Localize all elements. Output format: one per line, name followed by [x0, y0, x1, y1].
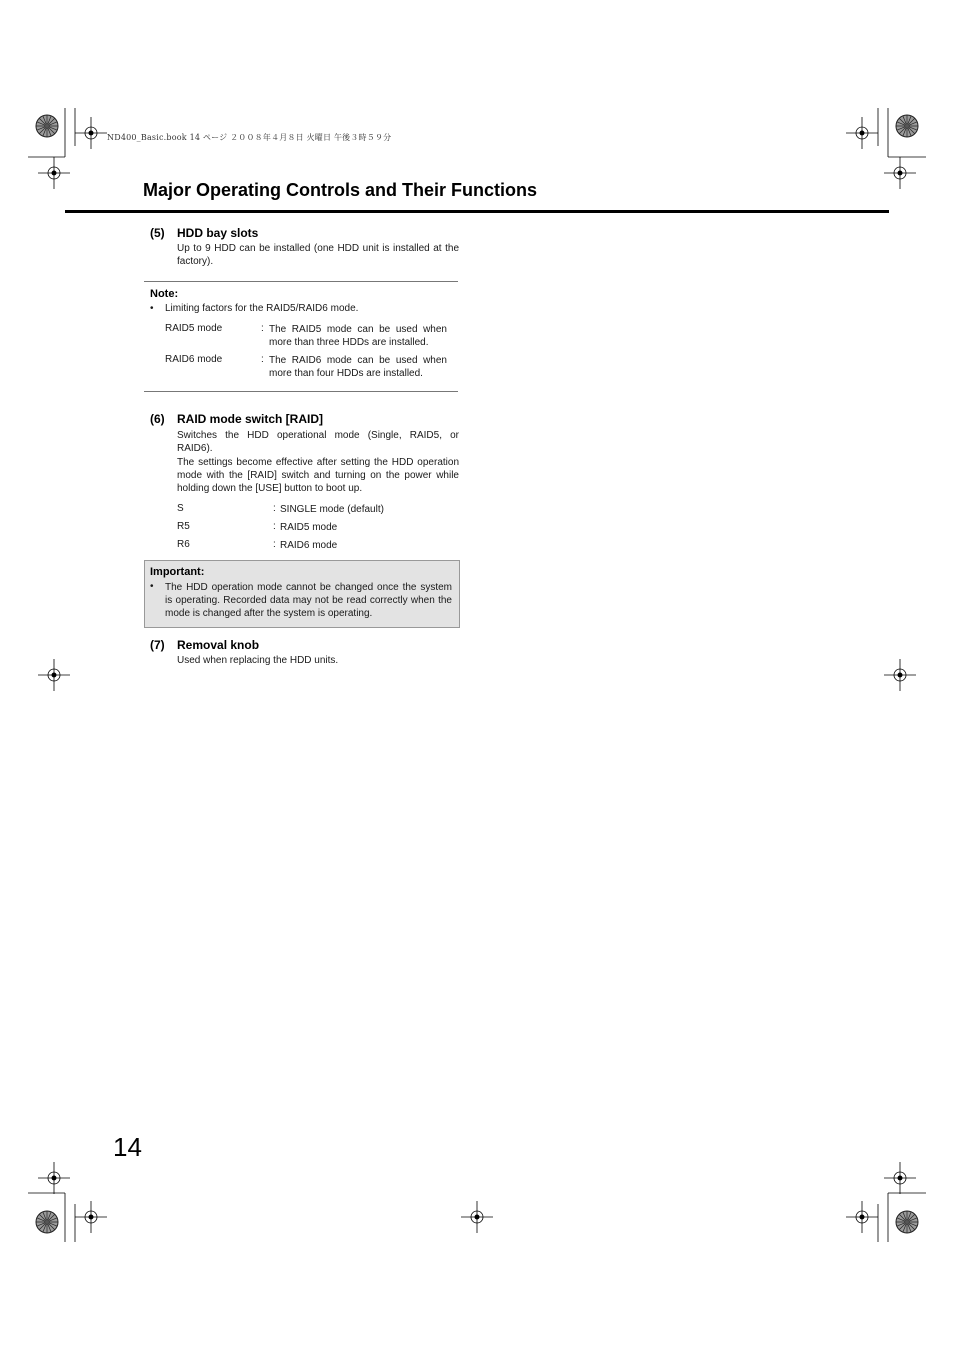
note-top-rule	[144, 281, 458, 282]
section-number: (6)	[150, 412, 165, 426]
registration-target-icon	[846, 1201, 878, 1233]
registration-target-icon	[884, 157, 916, 189]
registration-target-icon	[75, 117, 107, 149]
bullet-icon: •	[150, 581, 154, 592]
switch-row-colon: :	[273, 521, 276, 532]
switch-row-key: R5	[177, 521, 190, 532]
switch-row-key: R6	[177, 539, 190, 550]
registration-target-icon	[884, 1162, 916, 1194]
important-text: The HDD operation mode cannot be changed once the system is operating. Recorded data may not be read correctly when the mode is changed after the system is operating.	[165, 582, 452, 619]
star-target-icon	[896, 115, 918, 137]
switch-row-value: RAID5 mode	[280, 522, 338, 533]
note-row-colon: :	[261, 323, 264, 334]
star-target-icon	[36, 115, 58, 137]
star-target-icon	[36, 1211, 58, 1233]
section-number: (5)	[150, 226, 165, 240]
note-title: Note:	[150, 288, 179, 300]
registration-target-icon	[75, 1201, 107, 1233]
registration-target-icon	[884, 659, 916, 691]
note-row-key: RAID5 mode	[165, 323, 223, 334]
note-row-key: RAID6 mode	[165, 354, 223, 365]
note-row-value: The RAID5 mode can be used when more than three HDDs are installed.	[269, 324, 447, 348]
print-slug: ND400_Basic.book 14 ページ ２００８年４月８日 火曜日 午後３時５９分	[107, 133, 392, 142]
section-body: Switches the HDD operational mode (Single, RAID5, or RAID6).	[177, 430, 459, 454]
note-row-colon: :	[261, 354, 264, 365]
important-title: Important:	[150, 566, 205, 578]
note-bottom-rule	[144, 391, 458, 392]
section-title: Removal knob	[177, 638, 260, 652]
switch-row-key: S	[177, 503, 184, 514]
bullet-icon: •	[150, 303, 154, 314]
registration-target-icon	[461, 1201, 493, 1233]
note-text: Limiting factors for the RAID5/RAID6 mode.	[165, 303, 359, 314]
star-target-icon	[896, 1211, 918, 1233]
registration-target-icon	[38, 659, 70, 691]
registration-target-icon	[38, 157, 70, 189]
section-body: The settings become effective after setting the HDD operation mode with the [RAID] switch and turning on the power while holding down the [USE] button to boot up.	[177, 457, 459, 494]
registration-target-icon	[38, 1162, 70, 1194]
page-number: 14	[113, 1132, 142, 1162]
registration-target-icon	[846, 117, 878, 149]
page-title: Major Operating Controls and Their Functions	[143, 180, 538, 200]
note-row-value: The RAID6 mode can be used when more than four HDDs are installed.	[269, 355, 447, 379]
switch-row-colon: :	[273, 503, 276, 514]
switch-row-value: SINGLE mode (default)	[280, 504, 384, 515]
switch-row-value: RAID6 mode	[280, 540, 338, 551]
section-number: (7)	[150, 638, 165, 652]
section-body: Up to 9 HDD can be installed (one HDD unit is installed at the factory).	[177, 243, 459, 267]
title-rule	[65, 210, 889, 213]
section-title: RAID mode switch [RAID]	[177, 412, 324, 426]
switch-row-colon: :	[273, 539, 276, 550]
section-body: Used when replacing the HDD units.	[177, 655, 339, 666]
section-title: HDD bay slots	[177, 226, 259, 240]
